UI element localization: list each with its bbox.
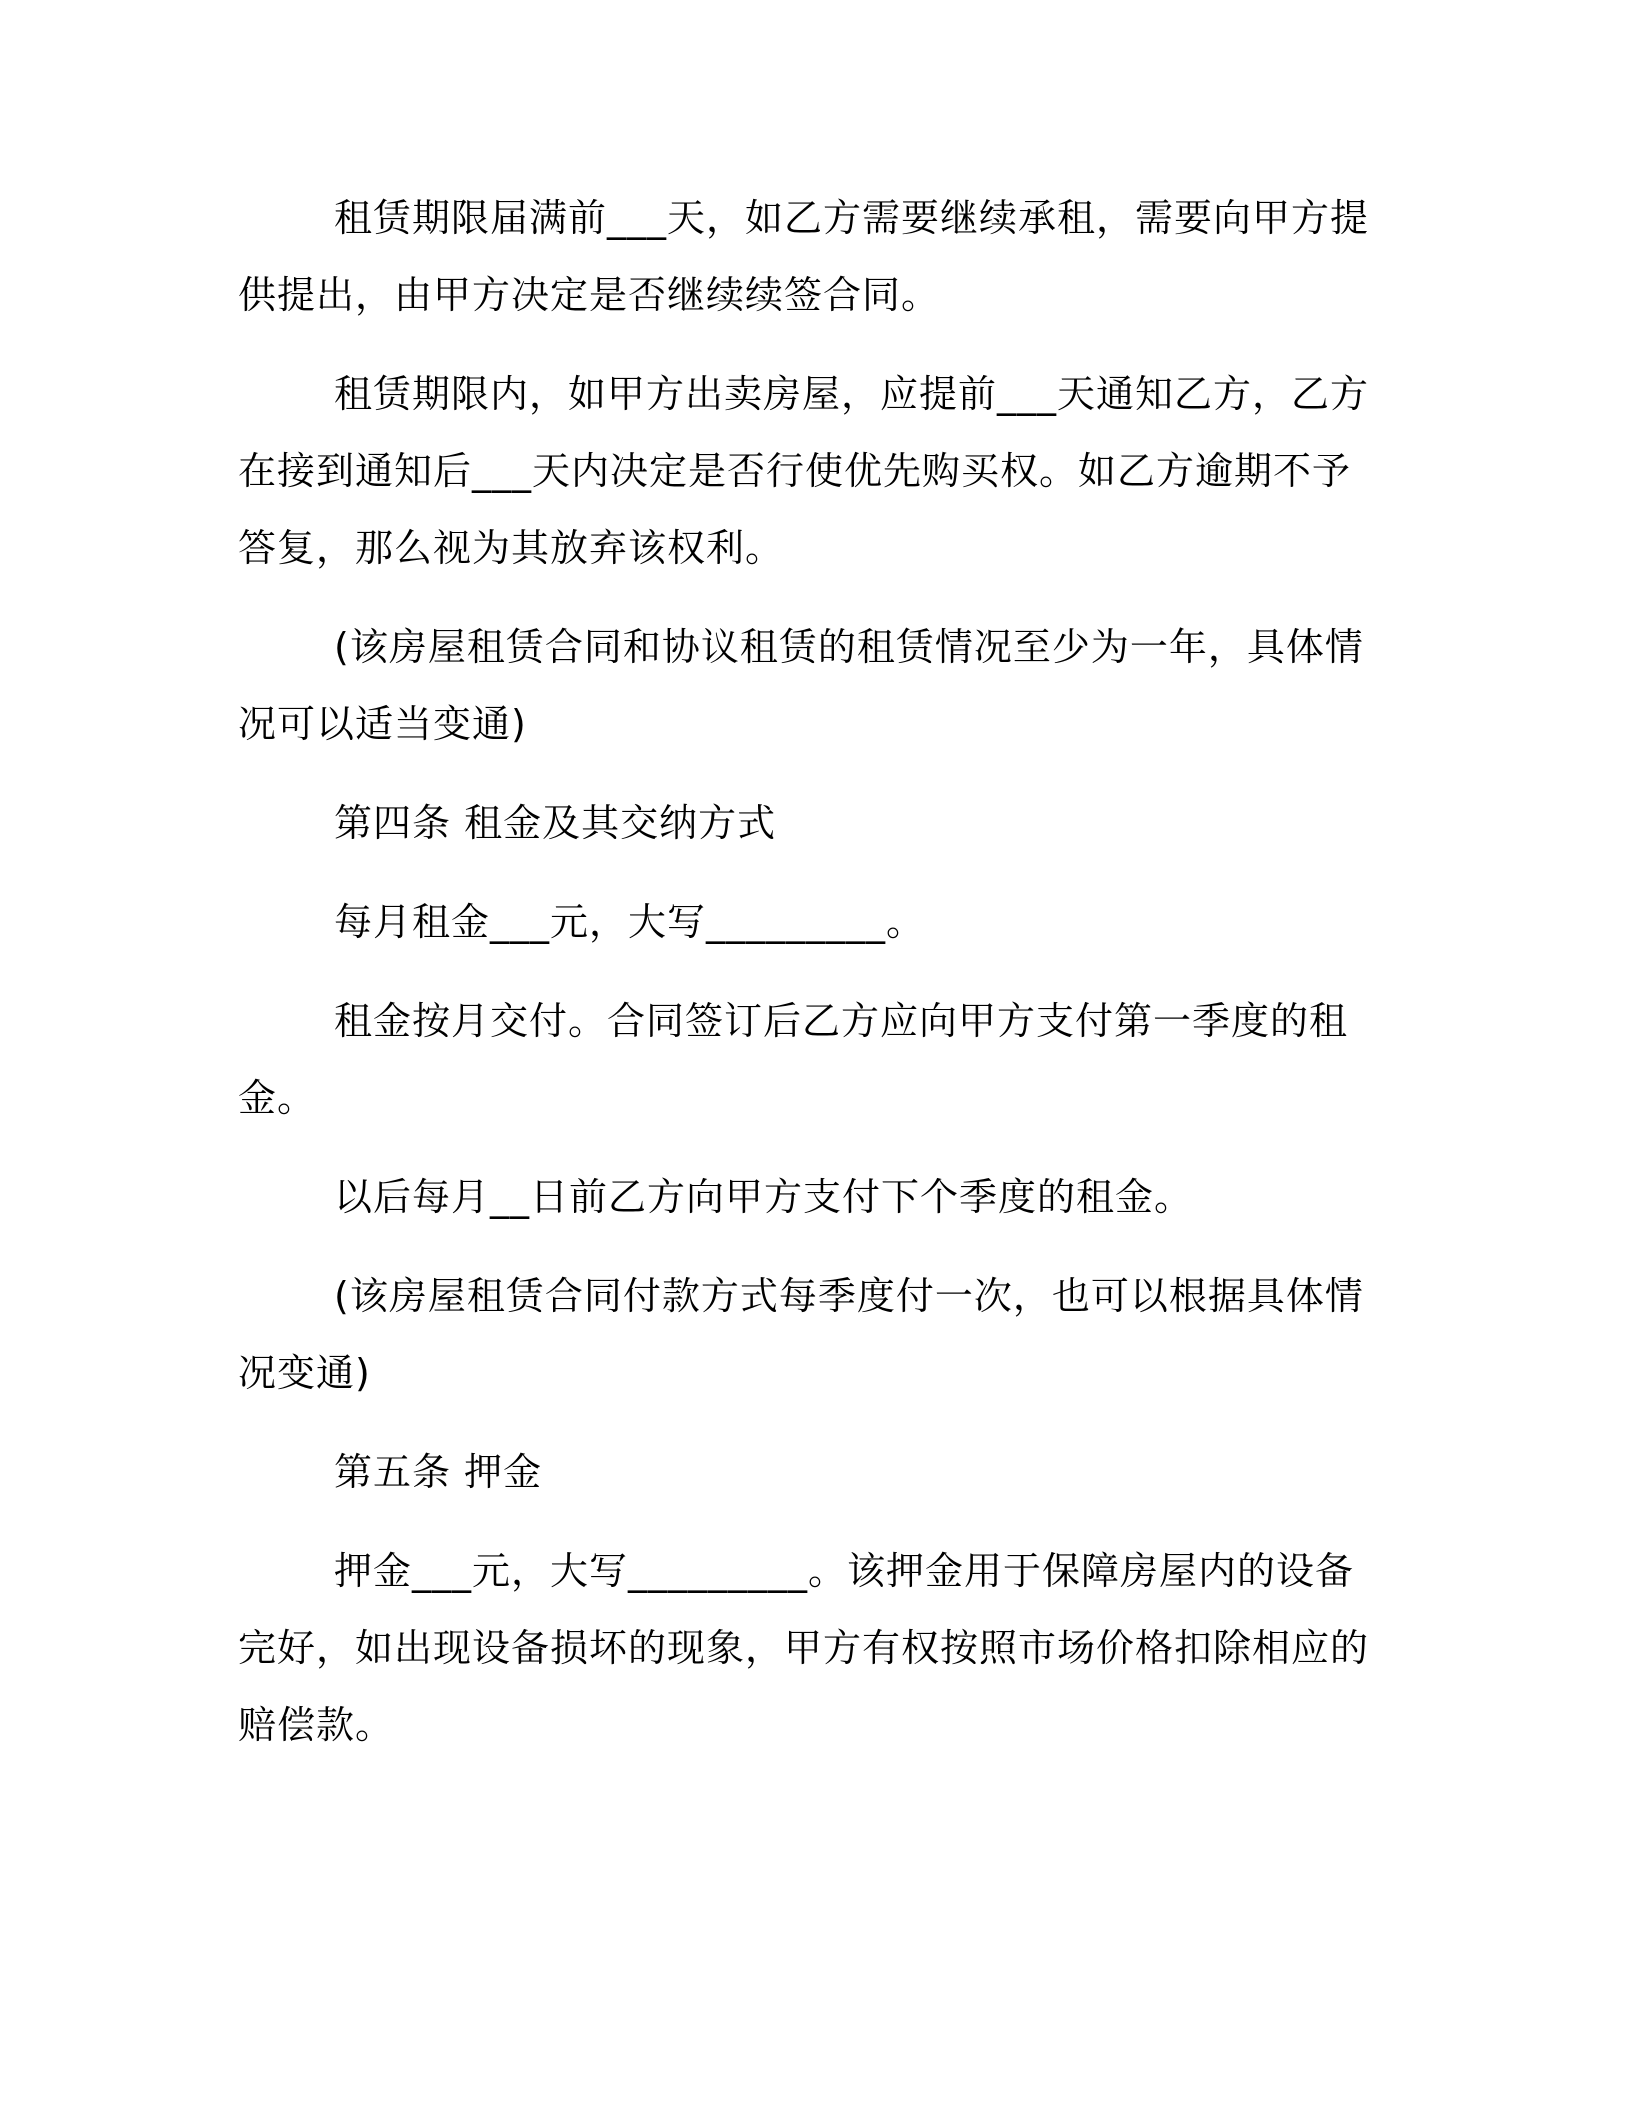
paragraph-monthly-rent: 每月租金___元，大写_________。 (334, 900, 926, 944)
document-body (238, 180, 1378, 1786)
paragraph-payment-method-note: (该房屋租赁合同付款方式每季度付一次，也可以根据具体情况变通) (238, 1274, 1364, 1395)
paragraph-lease-renewal: 租赁期限届满前___天，如乙方需要继续承租，需要向甲方提供提出，由甲方决定是否继续续签合同。 (238, 196, 1370, 317)
paragraph-deposit: 押金___元，大写_________。该押金用于保障房屋内的设备完好，如出现设备损坏的现象，甲方有权按照市场价格扣除相应的赔偿款。 (238, 1549, 1370, 1747)
article-5-heading: 第五条 押金 (334, 1450, 543, 1494)
article-4-heading: 第四条 租金及其交纳方式 (334, 801, 777, 845)
paragraph-subsequent-payment: 以后每月__日前乙方向甲方支付下个季度的租金。 (334, 1175, 1194, 1219)
paragraph-rent-payment: 租金按月交付。合同签订后乙方应向甲方支付第一季度的租金。 (238, 999, 1349, 1120)
paragraph-preemptive-right: 租赁期限内，如甲方出卖房屋，应提前___天通知乙方，乙方在接到通知后___天内决定是否行使优先购买权。如乙方逾期不予答复，那么视为其放弃该权利。 (238, 372, 1370, 570)
paragraph-lease-term-note: (该房屋租赁合同和协议租赁的租赁情况至少为一年，具体情况可以适当变通) (238, 625, 1364, 746)
